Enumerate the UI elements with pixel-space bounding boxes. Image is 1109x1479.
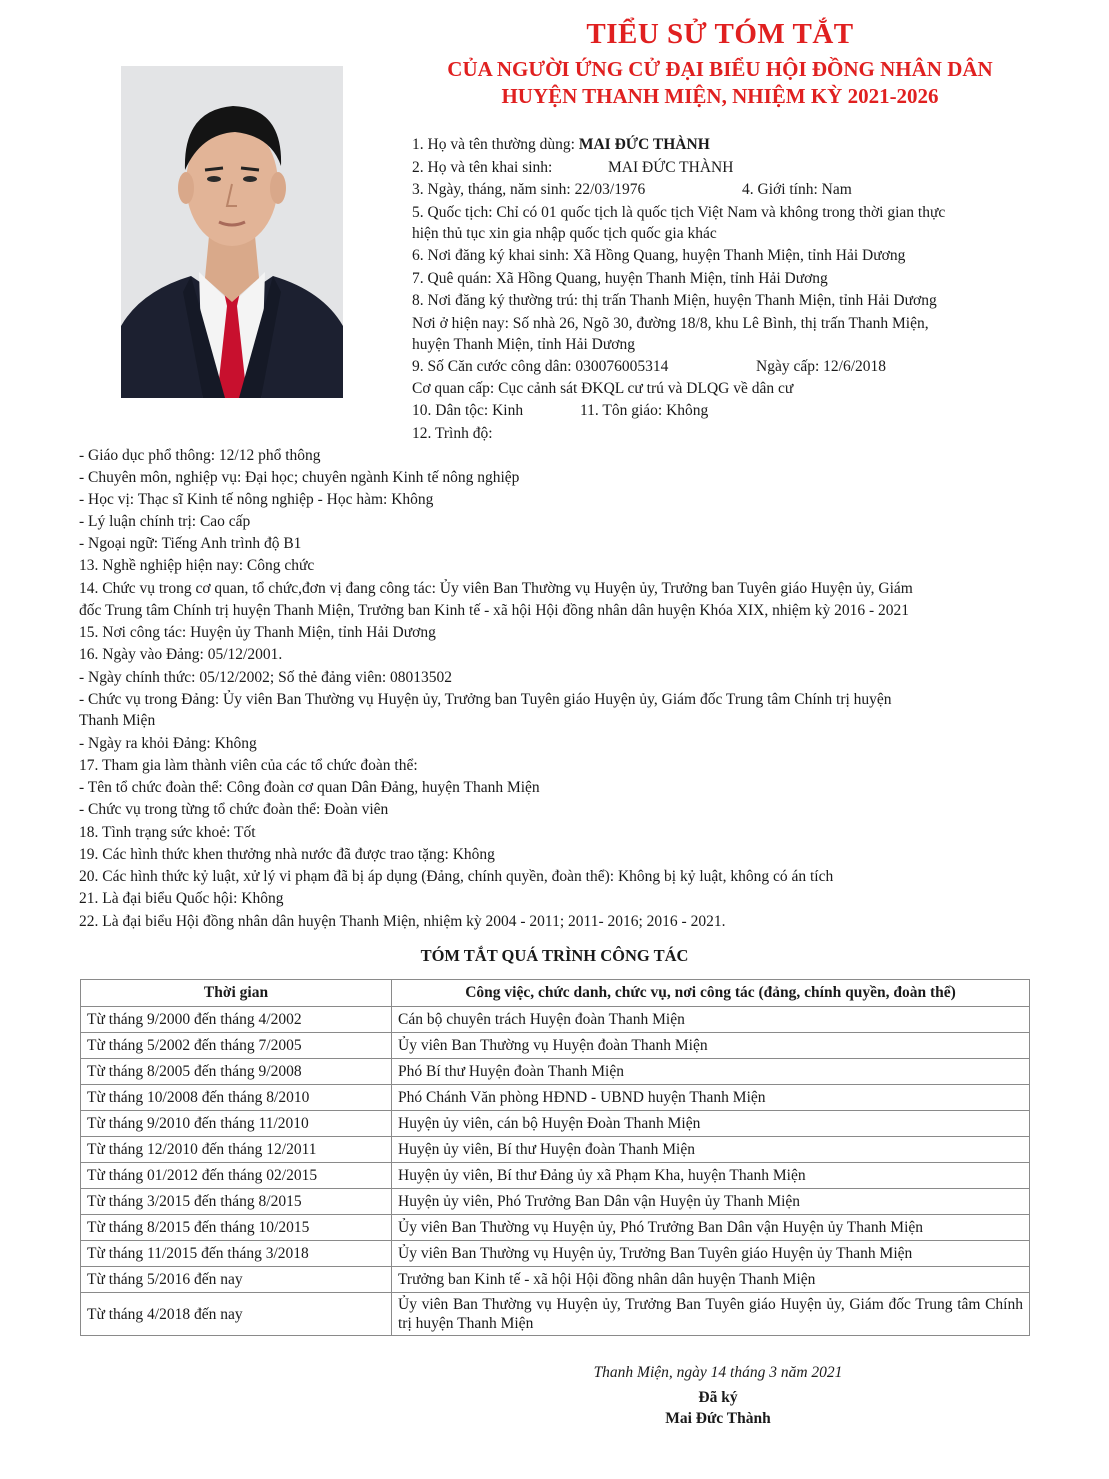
work-history-title: TÓM TẮT QUÁ TRÌNH CÔNG TÁC: [420, 946, 689, 965]
bio-line-8: 8. Nơi đăng ký thường trú: thị trấn Thanh Miện, huyện Thanh Miện, tỉnh Hải Dương: [412, 292, 937, 309]
table-row: [81, 1189, 1030, 1215]
bio-line-14a: 14. Chức vụ trong cơ quan, tổ chức,đơn vị đang công tác: Ủy viên Ban Thường vụ Huyện ủy, Trưởng ban Tuyên giáo Huyện ủy, Giám: [79, 580, 913, 597]
time-cell: Từ tháng 3/2015 đến tháng 8/2015: [81, 1189, 392, 1215]
job-cell: Huyện ủy viên, Bí thư Đảng ủy xã Phạm Kha, huyện Thanh Miện: [392, 1163, 1030, 1189]
bio-line-7: 7. Quê quán: Xã Hồng Quang, huyện Thanh Miện, tỉnh Hải Dương: [412, 270, 828, 287]
time-cell: Từ tháng 5/2016 đến nay: [81, 1267, 392, 1293]
table-row: [81, 1111, 1030, 1137]
bio-line-16: 16. Ngày vào Đảng: 05/12/2001.: [79, 646, 283, 663]
job-cell: Phó Bí thư Huyện đoàn Thanh Miện: [392, 1059, 1030, 1085]
time-cell: Từ tháng 12/2010 đến tháng 12/2011: [81, 1137, 392, 1163]
time-cell: Từ tháng 11/2015 đến tháng 3/2018: [81, 1241, 392, 1267]
table-row: [81, 1007, 1030, 1033]
bio-line-6: 6. Nơi đăng ký khai sinh: Xã Hồng Quang, huyện Thanh Miện, tỉnh Hải Dương: [412, 247, 906, 264]
bio-line-16b: - Ngày chính thức: 05/12/2002; Số thẻ đảng viên: 08013502: [79, 669, 453, 686]
job-cell: Trưởng ban Kinh tế - xã hội Hội đồng nhân dân huyện Thanh Miện: [392, 1267, 1030, 1293]
edu-foreign-language: - Ngoại ngữ: Tiếng Anh trình độ B1: [79, 535, 302, 552]
bio-line-17c: - Chức vụ trong từng tổ chức đoàn thể: Đoàn viên: [79, 801, 389, 818]
time-cell: Từ tháng 10/2008 đến tháng 8/2010: [81, 1085, 392, 1111]
document-subtitle-1: CỦA NGƯỜI ỨNG CỬ ĐẠI BIỂU HỘI ĐỒNG NHÂN DÂN: [447, 57, 993, 81]
time-cell: Từ tháng 9/2000 đến tháng 4/2002: [81, 1007, 392, 1033]
document-subtitle-2: HUYỆN THANH MIỆN, NHIỆM KỲ 2021-2026: [501, 84, 939, 108]
table-row: [81, 1241, 1030, 1267]
job-cell: Huyện ủy viên, cán bộ Huyện Đoàn Thanh Miện: [392, 1111, 1030, 1137]
bio-line-13: 13. Nghề nghiệp hiện nay: Công chức: [79, 557, 315, 574]
bio-line-16d: Thanh Miện: [79, 712, 156, 729]
bio-line-16e: - Ngày ra khỏi Đảng: Không: [79, 735, 257, 752]
job-cell: Huyện ủy viên, Bí thư Huyện đoàn Thanh Miện: [392, 1137, 1030, 1163]
job-cell: Ủy viên Ban Thường vụ Huyện ủy, Trưởng Ban Tuyên giáo Huyện ủy Thanh Miện: [392, 1241, 1030, 1267]
edu-political-theory: - Lý luận chính trị: Cao cấp: [79, 513, 251, 530]
table-row: [81, 1293, 1030, 1336]
bio-line-9: 9. Số Căn cước công dân: 030076005314 Ngày cấp: 12/6/2018: [412, 358, 887, 375]
edu-specialty: - Chuyên môn, nghiệp vụ: Đại học; chuyên ngành Kinh tế nông nghiệp: [79, 469, 520, 486]
column-header-job: Công việc, chức danh, chức vụ, nơi công tác (đảng, chính quyền, đoàn thể): [392, 980, 1030, 1007]
time-cell: Từ tháng 9/2010 đến tháng 11/2010: [81, 1111, 392, 1137]
work-history-table: [80, 979, 1030, 1336]
table-row: [81, 1137, 1030, 1163]
portrait-photo: [121, 66, 343, 398]
bio-line-3: 3. Ngày, tháng, năm sinh: 22/03/1976 4. Giới tính: Nam: [412, 181, 852, 198]
bio-line-17: 17. Tham gia làm thành viên của các tổ chức đoàn thể:: [79, 757, 418, 774]
job-cell: Cán bộ chuyên trách Huyện đoàn Thanh Miện: [392, 1007, 1030, 1033]
time-cell: Từ tháng 01/2012 đến tháng 02/2015: [81, 1163, 392, 1189]
bio-line-19: 19. Các hình thức khen thưởng nhà nước đã được trao tặng: Không: [79, 846, 495, 863]
job-cell: Ủy viên Ban Thường vụ Huyện ủy, Trưởng Ban Tuyên giáo Huyện ủy, Giám đốc Trung tâm Chính trị huyện Thanh Miện: [392, 1293, 1030, 1336]
bio-line-1: 1. Họ và tên thường dùng: MAI ĐỨC THÀNH: [412, 136, 710, 153]
common-name: MAI ĐỨC THÀNH: [578, 136, 710, 153]
table-row: [81, 1215, 1030, 1241]
table-row: [81, 1033, 1030, 1059]
bio-line-8b: Nơi ở hiện nay: Số nhà 26, Ngõ 30, đường 18/8, khu Lê Bình, thị trấn Thanh Miện,: [412, 315, 929, 332]
bio-line-9c: Cơ quan cấp: Cục cảnh sát ĐKQL cư trú và DLQG về dân cư: [412, 380, 794, 397]
bio-line-2: 2. Họ và tên khai sinh: MAI ĐỨC THÀNH: [412, 159, 734, 176]
bio-line-10: 10. Dân tộc: Kinh 11. Tôn giáo: Không: [412, 402, 709, 419]
column-header-time: Thời gian: [81, 980, 392, 1007]
table-row: [81, 1267, 1030, 1293]
time-cell: Từ tháng 8/2015 đến tháng 10/2015: [81, 1215, 392, 1241]
table-row: [81, 1059, 1030, 1085]
bio-line-18: 18. Tình trạng sức khoẻ: Tốt: [79, 824, 256, 841]
bio-line-5b: hiện thủ tục xin gia nhập quốc tịch quốc gia khác: [412, 225, 717, 242]
bio-line-22: 22. Là đại biểu Hội đồng nhân dân huyện Thanh Miện, nhiệm kỳ 2004 - 2011; 2011- 2016; 2016 - 2021.: [79, 913, 726, 930]
table-row: [81, 1085, 1030, 1111]
bio-line-12: 12. Trình độ:: [412, 425, 493, 442]
job-cell: Ủy viên Ban Thường vụ Huyện đoàn Thanh Miện: [392, 1033, 1030, 1059]
bio-line-17b: - Tên tổ chức đoàn thể: Công đoàn cơ quan Dân Đảng, huyện Thanh Miện: [79, 779, 540, 796]
signature-status: Đã ký: [698, 1389, 738, 1406]
time-cell: Từ tháng 8/2005 đến tháng 9/2008: [81, 1059, 392, 1085]
bio-line-8c: huyện Thanh Miện, tỉnh Hải Dương: [412, 336, 635, 353]
time-cell: Từ tháng 5/2002 đến tháng 7/2005: [81, 1033, 392, 1059]
time-cell: Từ tháng 4/2018 đến nay: [81, 1293, 392, 1336]
bio-line-21: 21. Là đại biểu Quốc hội: Không: [79, 890, 284, 907]
bio-line-5a: 5. Quốc tịch: Chỉ có 01 quốc tịch là quốc tịch Việt Nam và không trong thời gian thực: [412, 204, 946, 221]
table-header-row: [81, 980, 1030, 1007]
bio-line-15: 15. Nơi công tác: Huyện ủy Thanh Miện, tỉnh Hải Dương: [79, 624, 436, 641]
table-row: [81, 1163, 1030, 1189]
job-cell: Ủy viên Ban Thường vụ Huyện ủy, Phó Trưởng Ban Dân vận Huyện ủy Thanh Miện: [392, 1215, 1030, 1241]
signature-place-date: Thanh Miện, ngày 14 tháng 3 năm 2021: [593, 1364, 843, 1381]
edu-general: - Giáo dục phổ thông: 12/12 phổ thông: [79, 447, 321, 464]
job-cell: Phó Chánh Văn phòng HĐND - UBND huyện Thanh Miện: [392, 1085, 1030, 1111]
document-title: TIỂU SỬ TÓM TẮT: [586, 18, 854, 50]
signer-name: Mai Đức Thành: [665, 1410, 771, 1427]
job-cell: Huyện ủy viên, Phó Trưởng Ban Dân vận Huyện ủy Thanh Miện: [392, 1189, 1030, 1215]
bio-line-20: 20. Các hình thức kỷ luật, xử lý vi phạm đã bị áp dụng (Đảng, chính quyền, đoàn thể): Không bị kỷ luật, không có án tích: [79, 868, 834, 885]
edu-degree: - Học vị: Thạc sĩ Kinh tế nông nghiệp - Học hàm: Không: [79, 491, 434, 508]
bio-line-14b: đốc Trung tâm Chính trị huyện Thanh Miện, Trưởng ban Kinh tế - xã hội Hội đồng nhân dân huyện Khóa XIX, nhiệm kỳ 2016 - 2021: [79, 602, 909, 619]
bio-line-16c: - Chức vụ trong Đảng: Ủy viên Ban Thường vụ Huyện ủy, Trưởng ban Tuyên giáo Huyện ủy, Giám đốc Trung tâm Chính trị huyện: [79, 691, 892, 708]
